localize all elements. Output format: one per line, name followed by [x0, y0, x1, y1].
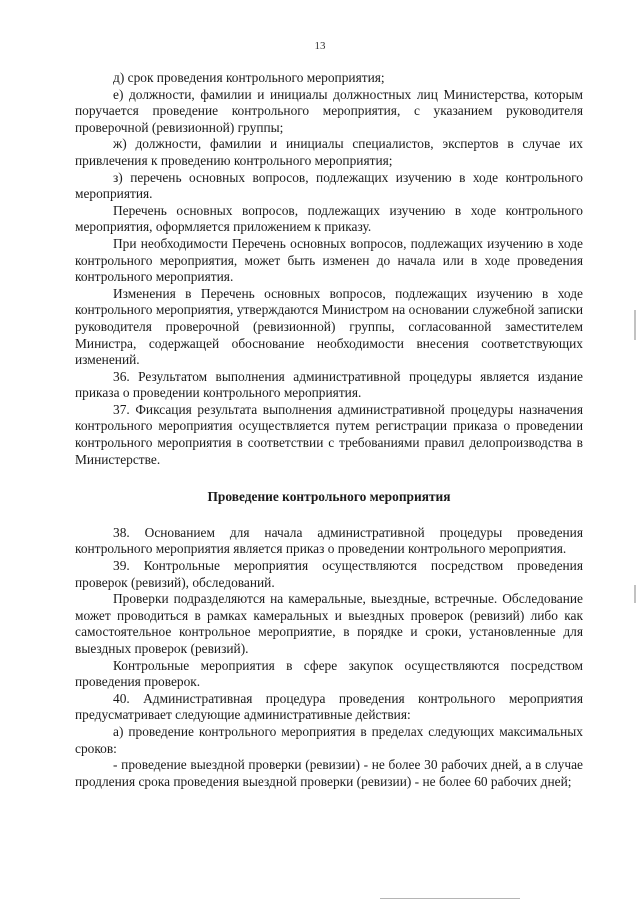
document-body [75, 70, 583, 790]
scan-bottom-line [380, 898, 520, 899]
paragraph: 40. Административная процедура проведения контрольного мероприятия предусматривает следующие административные действия: [75, 690, 583, 723]
paragraph: 38. Основанием для начала административной процедуры проведения контрольного мероприятия является приказ о проведении контрольного мероприятия. [75, 524, 583, 557]
paragraph: Проверки подразделяются на камеральные, выездные, встречные. Обследование может проводиться в рамках камеральных и выездных проверок (ревизий) либо как самостоятельное контрольное мероприятие, в порядке и сроки, установленные для выездных проверок (ревизий). [75, 591, 583, 656]
paragraph: а) проведение контрольного мероприятия в пределах следующих максимальных сроков: [75, 723, 583, 756]
paragraph: 36. Результатом выполнения административной процедуры является издание приказа о проведении контрольного мероприятия. [75, 368, 583, 401]
paragraph: 39. Контрольные мероприятия осуществляются посредством проведения проверок (ревизий), обследований. [75, 558, 583, 590]
paragraph: Перечень основных вопросов, подлежащих изучению в ходе контрольного мероприятия, оформляется приложением к приказу. [75, 202, 583, 235]
paragraph: - проведение выездной проверки (ревизии) - не более 30 рабочих дней, а в случае продления срока проведения выездной проверки (ревизии) - не более 60 рабочих дней; [75, 757, 583, 789]
paragraph: е) должности, фамилии и инициалы должностных лиц Министерства, которым поручается проведение контрольного мероприятия, с указанием руководителя проверочной (ревизионной) группы; [75, 86, 583, 135]
paragraph: При необходимости Перечень основных вопросов, подлежащих изучению в ходе контрольного мероприятия, может быть изменен до начала или в ходе проведения контрольного мероприятия. [75, 235, 583, 285]
paragraph: Контрольные мероприятия в сфере закупок осуществляются посредством проведения проверок. [75, 657, 583, 690]
paragraph: Изменения в Перечень основных вопросов, подлежащих изучению в ходе контрольного мероприятия, утверждаются Министром на основании служебной записки руководителя проверочной (ревизионной) группы, согласованной заместителем Министра, содержащей обоснование необходимости внесения соответствующих изменений. [75, 285, 583, 368]
paragraph: д) срок проведения контрольного мероприятия; [113, 70, 385, 85]
paragraph: з) перечень основных вопросов, подлежащих изучению в ходе контрольного мероприятия. [75, 169, 583, 202]
page-number: 13 [314, 40, 326, 52]
paragraph: 37. Фиксация результата выполнения административной процедуры назначения контрольного мероприятия осуществляется путем регистрации приказа о проведении контрольного мероприятия в соответствии с требованиями правил делопроизводства в Министерстве. [75, 401, 583, 467]
paragraph: ж) должности, фамилии и инициалы специалистов, экспертов в случае их привлечения к проведению контрольного мероприятия; [75, 136, 583, 168]
section-heading: Проведение контрольного мероприятия [207, 489, 451, 505]
scan-edge-mark [634, 310, 636, 340]
scan-edge-mark [634, 585, 636, 603]
